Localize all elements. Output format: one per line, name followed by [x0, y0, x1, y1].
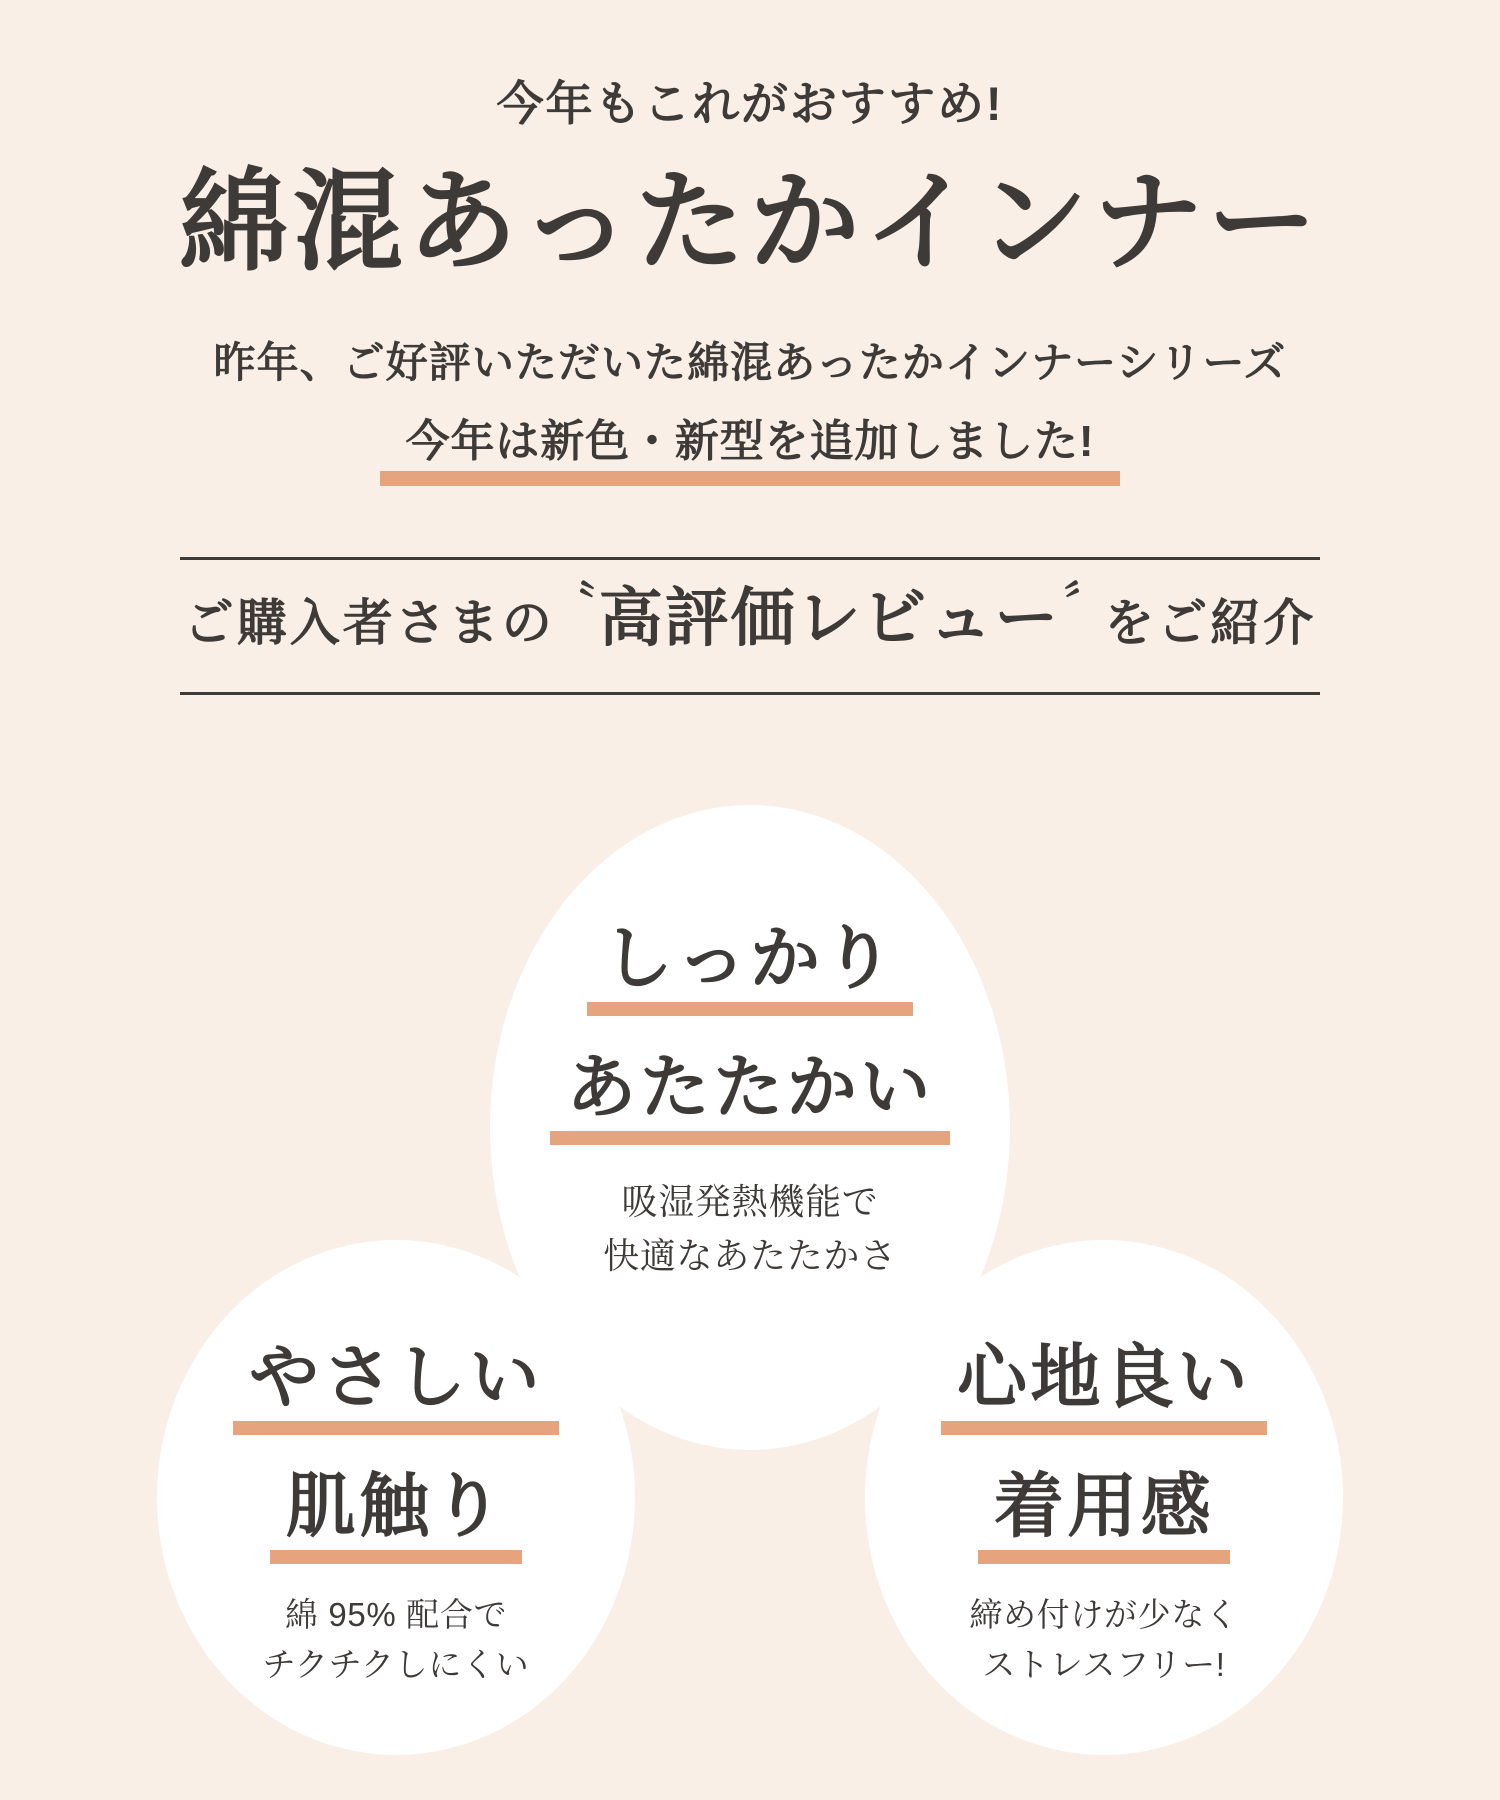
review-prefix: ご購入者さまの: [183, 595, 555, 651]
feature-title-line: あたたかい: [566, 1052, 934, 1145]
feature-title-line: 肌触り: [286, 1471, 507, 1564]
feature-circle-soft: [157, 1240, 635, 1755]
page-title: 綿混あったかインナー: [178, 161, 1322, 284]
divider-line-top: [180, 557, 1320, 560]
feature-desc-line: 綿 95% 配合で: [284, 1596, 508, 1633]
tagline: 今年もこれがおすすめ!: [496, 77, 1004, 130]
subtitle: 昨年、ご好評いただいた綿混あったかインナーシリーズ: [213, 339, 1287, 386]
review-heading: [0, 580, 1500, 654]
feature-title-line: しっかり: [603, 923, 897, 1016]
highlight-note: [0, 417, 1500, 486]
feature-title-line: やさしい: [249, 1342, 543, 1435]
review-emphasis: 高評価レビュー: [598, 582, 1061, 654]
feature-desc-line: チクチクしにくい: [262, 1645, 530, 1683]
feature-circle-comfort: [865, 1240, 1343, 1755]
feature-desc-line: 快適なあたたかさ: [603, 1235, 897, 1276]
feature-title-line: 心地良い: [957, 1342, 1251, 1435]
open-quote-mark: 〝: [554, 580, 595, 624]
divider-line-bottom: [180, 692, 1320, 695]
feature-desc-line: ストレスフリー!: [982, 1645, 1226, 1683]
feature-desc-line: 締め付けが少なく: [969, 1596, 1239, 1633]
feature-title-line: 着用感: [994, 1471, 1215, 1564]
feature-description: [969, 1590, 1238, 1689]
feature-description: [603, 1175, 897, 1283]
feature-desc-line: 吸湿発熱機能で: [621, 1181, 879, 1222]
highlight-text: 今年は新色・新型を追加しました!: [406, 420, 1095, 486]
feature-description: [263, 1590, 530, 1689]
review-suffix: をご紹介: [1104, 595, 1317, 651]
close-quote-mark: 〞: [1064, 580, 1105, 624]
